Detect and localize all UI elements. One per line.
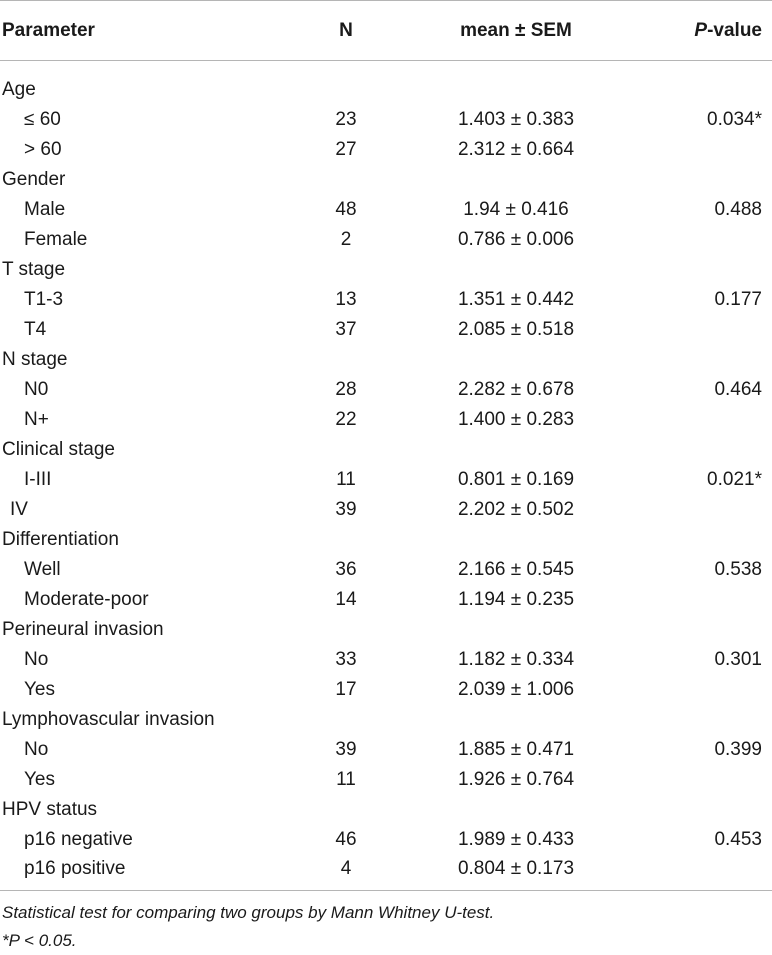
header-row bbox=[0, 1, 772, 61]
mean-sem-cell: 0.801 ± 0.169 bbox=[457, 468, 575, 490]
p-value-cell bbox=[630, 345, 772, 375]
n-cell: 37 bbox=[335, 318, 357, 340]
mean-sem-cell: 2.312 ± 0.664 bbox=[457, 138, 575, 160]
p-value-cell bbox=[630, 165, 772, 195]
mean-sem-cell: 1.194 ± 0.235 bbox=[457, 588, 575, 610]
mean-sem-cell bbox=[402, 165, 630, 195]
n-cell: 46 bbox=[335, 828, 357, 850]
p-value-cell bbox=[630, 135, 772, 165]
table-row bbox=[0, 315, 772, 345]
p-value-cell bbox=[630, 435, 772, 465]
mean-sem-cell: 2.039 ± 1.006 bbox=[457, 678, 575, 700]
table-row bbox=[0, 585, 772, 615]
n-cell: 48 bbox=[335, 198, 357, 220]
mean-sem-cell: 2.166 ± 0.545 bbox=[457, 558, 575, 580]
parameter-cell: N0 bbox=[24, 378, 49, 400]
mean-sem-cell bbox=[402, 435, 630, 465]
mean-sem-cell: 1.351 ± 0.442 bbox=[457, 288, 575, 310]
parameter-cell: N+ bbox=[24, 408, 49, 430]
table-row bbox=[0, 195, 772, 225]
p-value-cell bbox=[630, 525, 772, 555]
parameter-cell: No bbox=[24, 738, 49, 760]
p-value-cell: 0.464 bbox=[714, 378, 762, 400]
n-cell: 14 bbox=[335, 588, 357, 610]
mean-sem-cell: 1.403 ± 0.383 bbox=[457, 108, 575, 130]
p-value-cell bbox=[630, 765, 772, 795]
table-row bbox=[0, 675, 772, 705]
n-cell: 13 bbox=[335, 288, 357, 310]
parameter-cell: ≤ 60 bbox=[24, 108, 61, 130]
mean-sem-cell: 1.400 ± 0.283 bbox=[457, 408, 575, 430]
group-row bbox=[0, 795, 772, 825]
group-row bbox=[0, 61, 772, 105]
parameter-cell: Moderate-poor bbox=[24, 588, 149, 610]
n-cell: 28 bbox=[335, 378, 357, 400]
mean-sem-cell: 2.085 ± 0.518 bbox=[457, 318, 575, 340]
group-label: N stage bbox=[2, 348, 68, 370]
n-cell: 39 bbox=[335, 498, 357, 520]
n-cell: 17 bbox=[335, 678, 357, 700]
header-mean-sem: mean ± SEM bbox=[460, 19, 572, 41]
group-row bbox=[0, 255, 772, 285]
group-row bbox=[0, 435, 772, 465]
parameter-cell: Yes bbox=[24, 768, 55, 790]
group-label: Differentiation bbox=[2, 528, 119, 550]
n-cell: 4 bbox=[340, 858, 352, 880]
p-value-cell bbox=[630, 405, 772, 435]
table-header bbox=[0, 1, 772, 61]
table-row bbox=[0, 495, 772, 525]
p-value-cell: 0.177 bbox=[714, 288, 762, 310]
group-label: Clinical stage bbox=[2, 438, 115, 460]
table-row bbox=[0, 645, 772, 675]
header-p-suffix: -value bbox=[707, 19, 762, 41]
parameter-cell: I-III bbox=[24, 468, 52, 490]
p-value-cell bbox=[630, 61, 772, 105]
mean-sem-cell bbox=[402, 795, 630, 825]
table-row bbox=[0, 375, 772, 405]
mean-sem-cell: 1.989 ± 0.433 bbox=[457, 828, 575, 850]
parameter-cell: Well bbox=[24, 558, 61, 580]
n-cell: 11 bbox=[336, 468, 356, 490]
parameter-cell: > 60 bbox=[24, 138, 62, 160]
table-row bbox=[0, 405, 772, 435]
group-row bbox=[0, 525, 772, 555]
group-row bbox=[0, 345, 772, 375]
table-row bbox=[0, 465, 772, 495]
group-row bbox=[0, 615, 772, 645]
mean-sem-cell: 1.94 ± 0.416 bbox=[463, 198, 569, 220]
n-cell: 33 bbox=[335, 648, 357, 670]
footnote-test: Statistical test for comparing two groups by Mann Whitney U-test. bbox=[2, 903, 495, 922]
table-row bbox=[0, 285, 772, 315]
p-value-cell bbox=[630, 705, 772, 735]
p-value-cell: 0.021* bbox=[707, 468, 762, 490]
parameter-cell: p16 negative bbox=[24, 828, 133, 850]
parameter-cell: No bbox=[24, 648, 49, 670]
group-label: T stage bbox=[2, 258, 66, 280]
mean-sem-cell bbox=[402, 705, 630, 735]
mean-sem-cell: 0.804 ± 0.173 bbox=[457, 858, 575, 880]
p-value-cell bbox=[630, 615, 772, 645]
p-value-cell bbox=[630, 315, 772, 345]
n-cell bbox=[290, 705, 402, 735]
mean-sem-cell bbox=[402, 525, 630, 555]
header-p-value bbox=[630, 1, 772, 61]
group-label: Perineural invasion bbox=[2, 618, 164, 640]
parameter-cell: Female bbox=[24, 228, 88, 250]
p-value-cell bbox=[630, 795, 772, 825]
mean-sem-cell: 1.885 ± 0.471 bbox=[457, 738, 575, 760]
group-label: Lymphovascular invasion bbox=[2, 708, 215, 730]
table-row bbox=[0, 765, 772, 795]
n-cell: 39 bbox=[335, 738, 357, 760]
parameter-cell: Yes bbox=[24, 678, 55, 700]
header-p-letter: P bbox=[694, 19, 708, 41]
parameter-cell: p16 positive bbox=[24, 858, 126, 880]
group-row bbox=[0, 165, 772, 195]
n-cell: 27 bbox=[335, 138, 357, 160]
p-value-cell: 0.453 bbox=[714, 828, 762, 850]
n-cell bbox=[290, 345, 402, 375]
mean-sem-cell bbox=[402, 61, 630, 105]
n-cell: 22 bbox=[335, 408, 357, 430]
table-row bbox=[0, 135, 772, 165]
n-cell bbox=[290, 615, 402, 645]
header-n: N bbox=[339, 19, 353, 41]
p-value-cell: 0.538 bbox=[714, 558, 762, 580]
table-footnotes bbox=[0, 899, 772, 955]
p-value-cell bbox=[630, 255, 772, 285]
mean-sem-cell bbox=[402, 345, 630, 375]
group-label: HPV status bbox=[2, 798, 98, 820]
n-cell: 23 bbox=[335, 108, 357, 130]
n-cell: 2 bbox=[340, 228, 352, 250]
n-cell bbox=[290, 165, 402, 195]
mean-sem-cell: 1.182 ± 0.334 bbox=[457, 648, 575, 670]
parameter-cell: T1-3 bbox=[24, 288, 64, 310]
group-row bbox=[0, 705, 772, 735]
p-value-cell bbox=[630, 675, 772, 705]
table-row bbox=[0, 735, 772, 765]
group-label: Gender bbox=[2, 168, 66, 190]
p-value-cell bbox=[630, 585, 772, 615]
n-cell bbox=[290, 525, 402, 555]
n-cell: 36 bbox=[335, 558, 357, 580]
group-label: Age bbox=[2, 78, 36, 100]
n-cell bbox=[290, 255, 402, 285]
table-row bbox=[0, 855, 772, 891]
mean-sem-cell bbox=[402, 615, 630, 645]
p-value-cell: 0.034* bbox=[707, 108, 762, 130]
parameter-cell: Male bbox=[24, 198, 66, 220]
p-value-cell bbox=[630, 495, 772, 525]
footnote-significance: *P < 0.05. bbox=[2, 931, 77, 950]
mean-sem-cell bbox=[402, 255, 630, 285]
p-value-cell bbox=[630, 225, 772, 255]
p-value-cell: 0.301 bbox=[714, 648, 762, 670]
table-row bbox=[0, 105, 772, 135]
parameter-cell: IV bbox=[10, 498, 28, 520]
p-value-cell: 0.488 bbox=[714, 198, 762, 220]
table-row bbox=[0, 225, 772, 255]
n-cell bbox=[290, 61, 402, 105]
mean-sem-cell: 2.202 ± 0.502 bbox=[457, 498, 575, 520]
n-cell: 11 bbox=[336, 768, 356, 790]
mean-sem-cell: 2.282 ± 0.678 bbox=[457, 378, 575, 400]
mean-sem-cell: 1.926 ± 0.764 bbox=[457, 768, 575, 790]
mean-sem-cell: 0.786 ± 0.006 bbox=[457, 228, 575, 250]
table-body bbox=[0, 61, 772, 891]
table-row bbox=[0, 825, 772, 855]
parameter-cell: T4 bbox=[24, 318, 47, 340]
p-value-cell: 0.399 bbox=[714, 738, 762, 760]
header-parameter: Parameter bbox=[2, 19, 95, 41]
n-cell bbox=[290, 435, 402, 465]
p-value-cell bbox=[630, 855, 772, 891]
n-cell bbox=[290, 795, 402, 825]
table-row bbox=[0, 555, 772, 585]
